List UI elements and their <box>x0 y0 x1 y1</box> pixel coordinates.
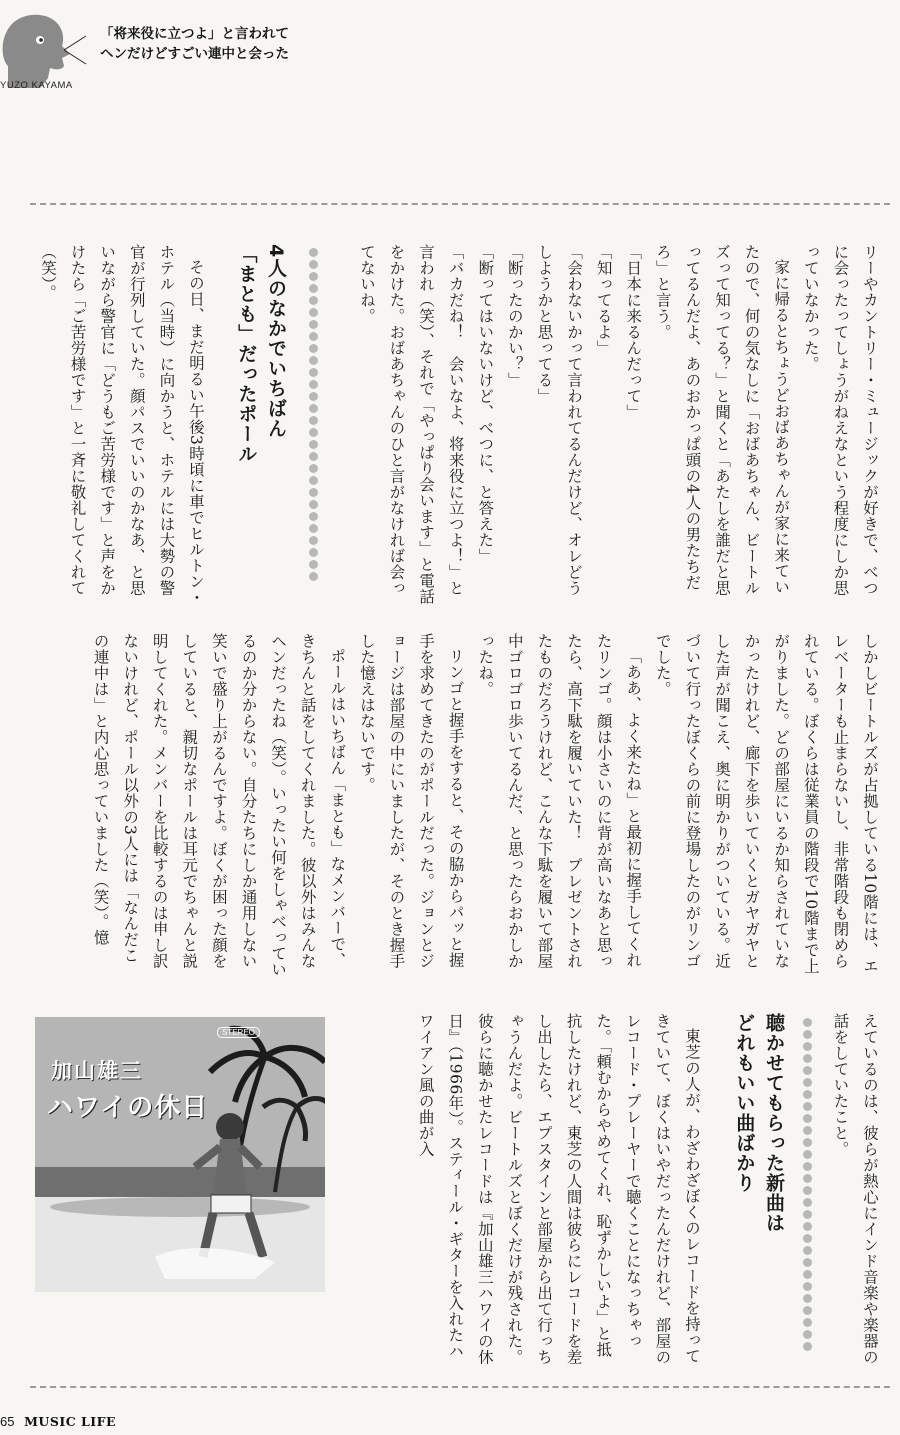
header-quote-line2: ヘンだけどすごい連中と会った <box>100 46 289 62</box>
section-heading-line1: 4人のなかでいちばん <box>265 244 287 439</box>
album-stereo-badge: STEREO <box>217 1027 260 1038</box>
byline: YUZO KAYAMA <box>0 80 73 91</box>
section-marker <box>306 248 320 584</box>
top-divider <box>30 203 890 205</box>
lower-heading <box>712 1013 788 1373</box>
paragraph: 東芝の人が、わざわざぼくのレコードを持ってきていて、ぼくはいやだったんだけれど、部屋のレコード・プレーヤーで聴くことになっちゃった。「頼むからやめてくれ、恥ずかしいよ」と抵抗したけれど、東芝の人間は彼らにレコードを差し出したら、エプスタインと部屋から出て行っちゃうんだよ。ビートルズとぼくだけが残された。彼らに聴かせたレコードは『加山雄三ハワイの休日』（1966年）。スティール・ギターを入れたハワイアン風の曲が入 <box>416 1013 701 1365</box>
album-cover-image <box>35 1017 325 1292</box>
lower-text-block-2 <box>360 1013 706 1373</box>
dialogue-line: 「知ってるよ」 <box>594 244 613 356</box>
dialogue-line: 「会わないかって言われてるんだけど、オレどうしようかと思ってる」 <box>535 244 584 596</box>
header-quote <box>100 24 289 64</box>
upper-heading <box>220 244 290 610</box>
section-heading-line2: どれもいい曲ばかり <box>733 1013 756 1193</box>
paragraph: 「バカだね！ 会いなよ、将来役に立つよ！」と言われ（笑）、それで「やっぱり会います」と電話をかけた。おばあちゃんのひと言がなければ会ってないね。 <box>357 244 465 605</box>
magazine-name: MUSIC LIFE <box>24 1414 117 1429</box>
album-artist: 加山雄三 <box>51 1059 143 1083</box>
section-heading-line2: 「まとも」だったポール <box>235 244 258 464</box>
dialogue-line: 「断ってはいないけど、べつに、と答えた」 <box>476 244 495 564</box>
paragraph: 「ああ、よく来たね」と最初に握手してくれたリンゴ。顔は小さいのに背が高いなあと思ったら、高下駄を履いていた！ プレゼントされたものだろうけれど、こんな下駄を履いて部屋中ゴロゴロ歩いてるんだ、と思ったらおかしかったね。 <box>476 633 643 969</box>
bottom-divider <box>30 1386 890 1388</box>
dialogue-line: 「断ったのかい？」 <box>505 244 524 388</box>
paragraph: しかしビートルズが占拠している10階には、エレベーターも止まらないし、非常階段も閉められている。ぼくらは従業員の階段で10階まで上がりました。どの部屋にいるか知らされていなかったけれど、廊下を歩いていくとガヤガヤとした声が聞こえ、奥に明かりがついている。近づいて行ったぼくらの前に登場したのがリンゴでした。 <box>653 633 879 974</box>
lower-text-block <box>818 1013 884 1373</box>
middle-text-block <box>24 633 884 979</box>
paragraph: えているのは、彼らが熱心にインド音楽や楽器の話をしていたこと。 <box>831 1013 879 1365</box>
paragraph: その日、まだ明るい午後3時頃に車でヒルトン・ホテル（当時）に向かうと、ホテルには大勢の警官が行列していた。顔パスでいいのかなあ、と思いながら警官に「どうもご苦労様です」と声をかけたら「ご苦労様です」と一斉に敬礼してくれて（笑）。 <box>39 244 205 606</box>
album-title: ハワイの休日 <box>47 1093 209 1123</box>
section-marker <box>800 1018 814 1354</box>
paragraph: リーやカントリー・ミュージックが好きで、べつに会ったってしょうがねえなという程度にしか思っていなかった。 <box>801 244 879 596</box>
upper-text-block <box>310 244 884 610</box>
section-heading-line1: 聴かせてもらった新曲は <box>763 1013 785 1233</box>
paragraph: リンゴと握手をすると、その脇からパッと握手を求めてきたのがポールだった。ジョンとジョージは部屋の中にいましたが、そのとき握手した憶えはないです。 <box>357 633 465 969</box>
upper-text-block-2 <box>24 244 210 610</box>
paragraph: 家に帰るとちょうどおばあちゃんが家に来ていたので、何の気なしに「おばあちゃん、ビートルズって知ってる？」と聞くと「あたしを誰だと思ってるんだよ、あのおかっぱ頭の4人の男たちだろ」と言う。 <box>653 244 791 596</box>
dialogue-line: 「日本に来るんだって」 <box>624 244 643 420</box>
header-quote-line1: 「将来役に立つよ」と言われて <box>100 26 289 42</box>
page-number: 65 <box>0 1414 15 1429</box>
page-footer <box>0 1414 116 1429</box>
paragraph: ポールはいちばん「まとも」なメンバーで、きちんと話をしてくれました。彼以外はみんなヘンだったね（笑）。いったい何をしゃべっているのか分からない。自分たちにしか通用しない笑いで盛り上がるんですよ。ぼくが困った顔をしていると、親切なポールは耳元でちゃんと説明してくれた。メンバーを比較するのは申し訳ないけれど、ポール以外の3人には「なんだこの連中は」と内心思っていました（笑）。憶 <box>91 633 347 978</box>
